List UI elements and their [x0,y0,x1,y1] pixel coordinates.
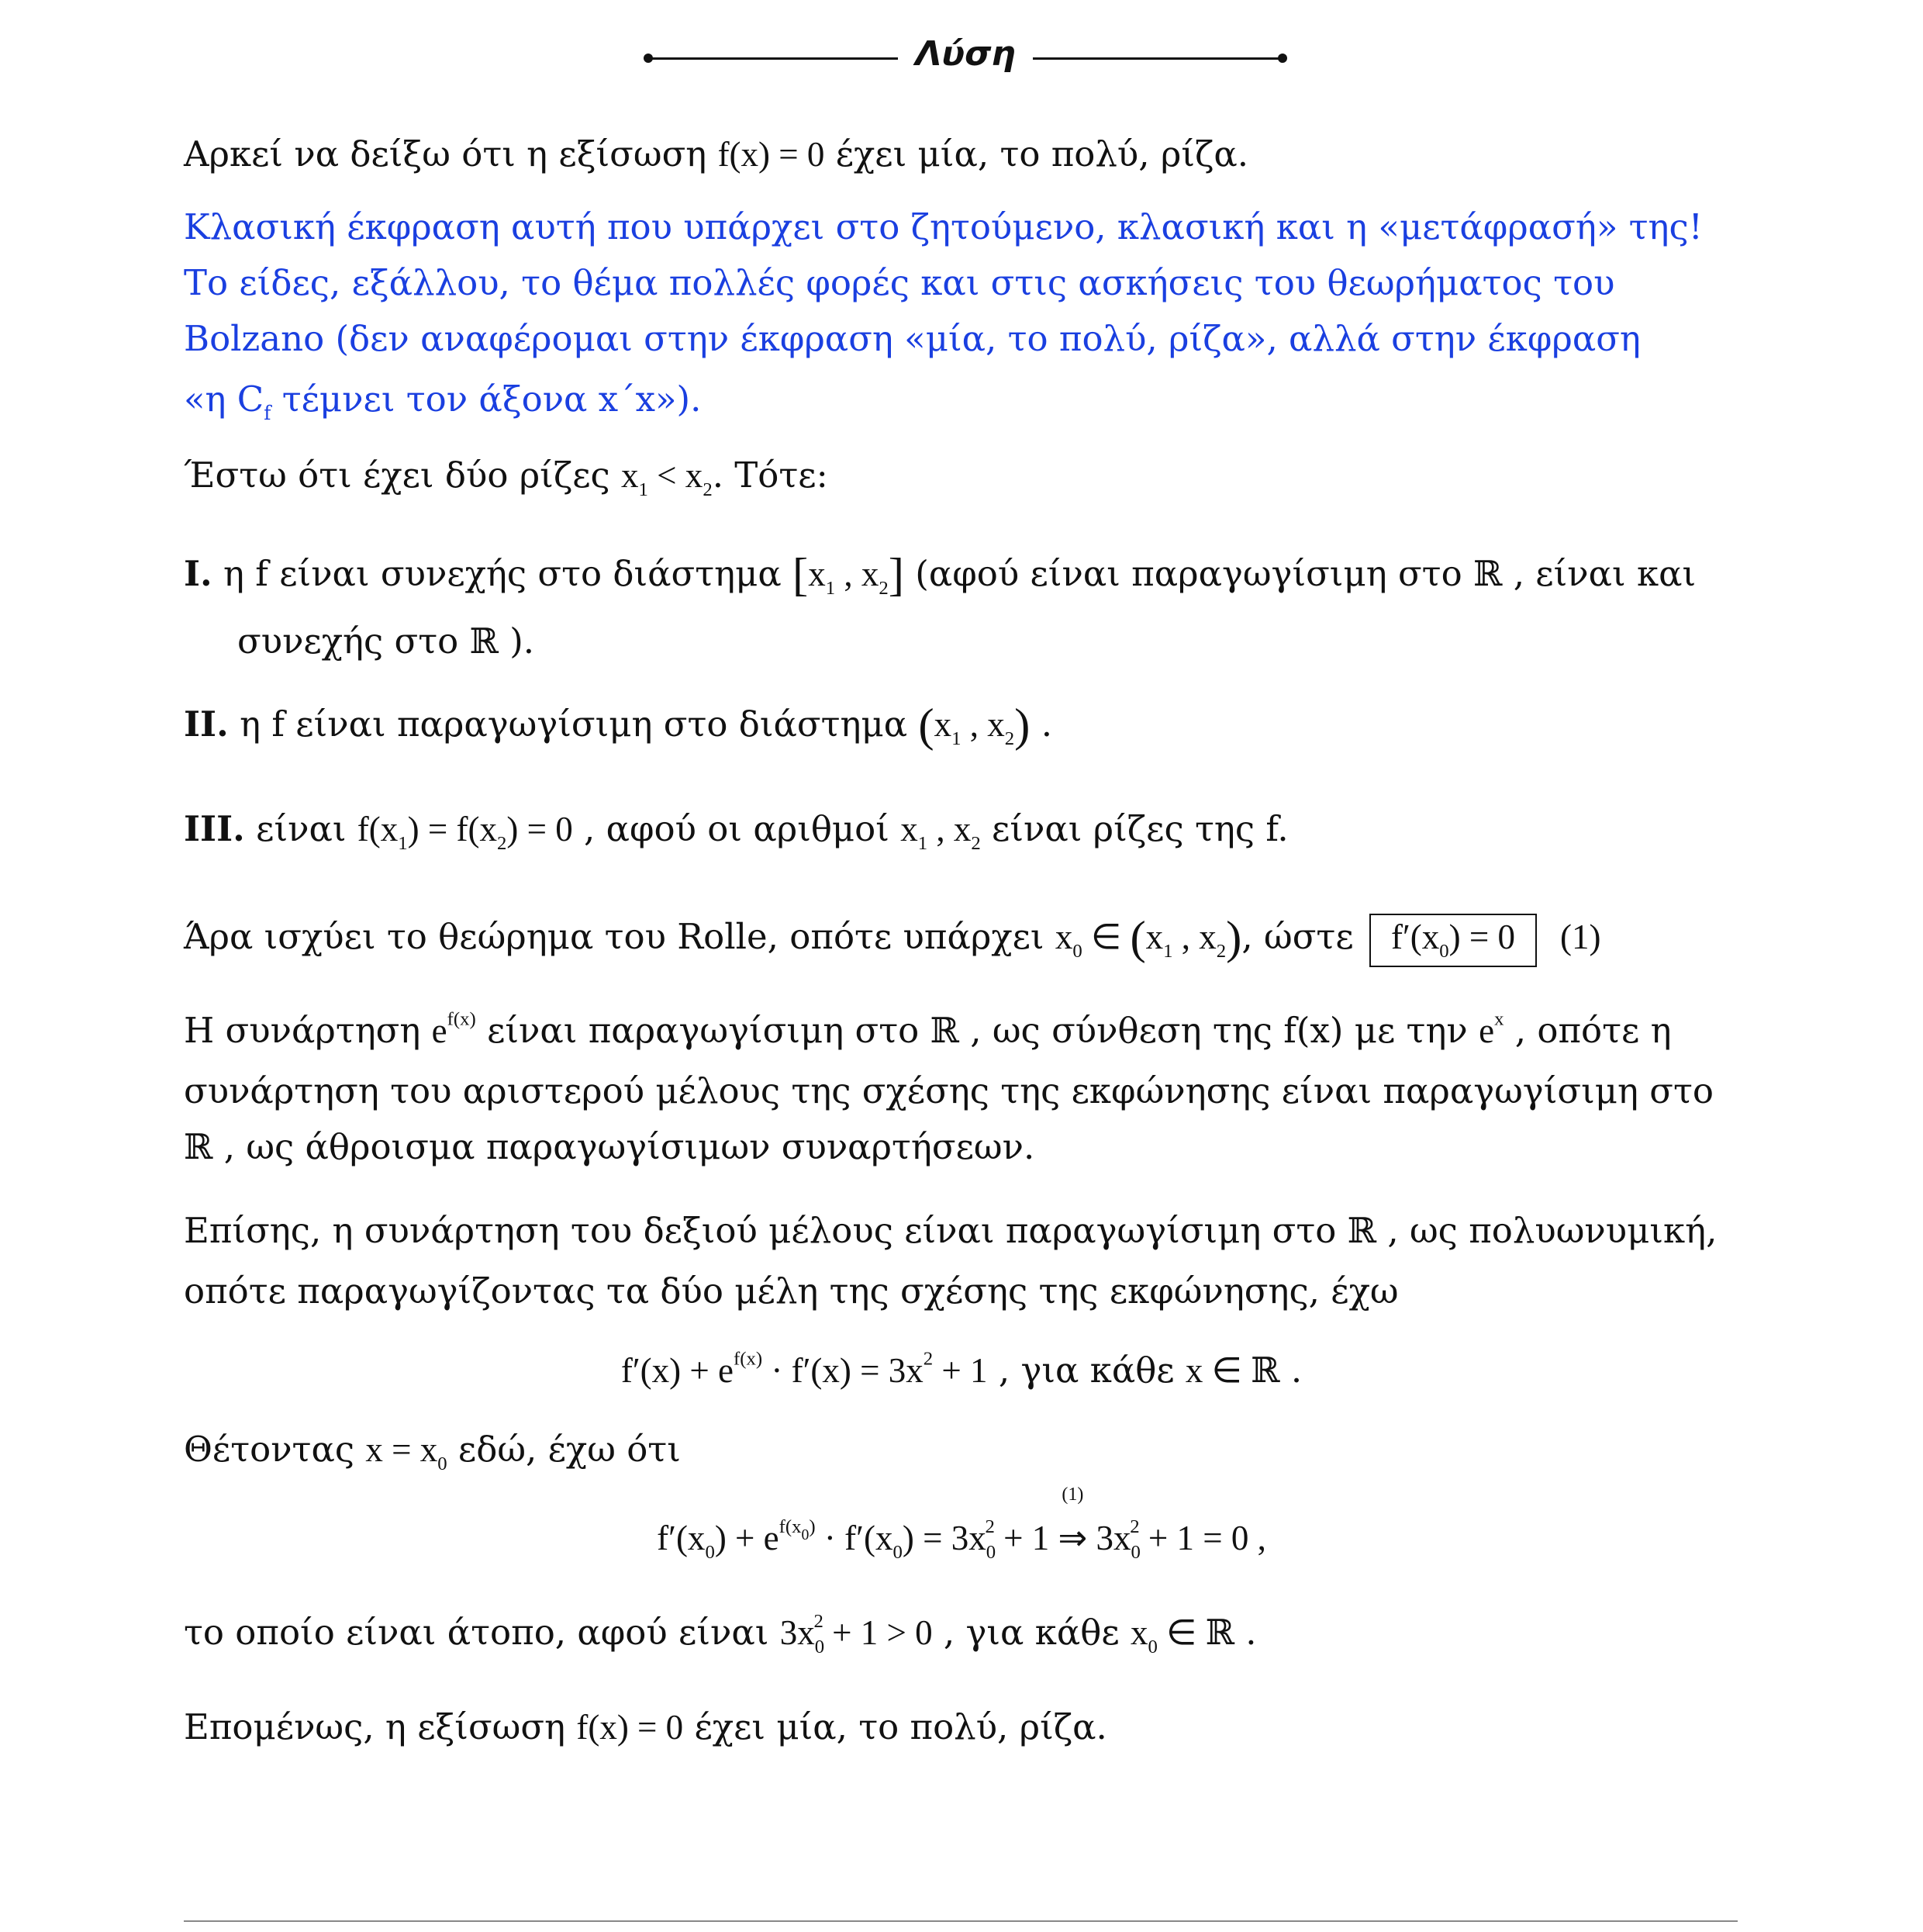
polynomial-text: Επίσης, η συνάρτηση του δεξιού μέλους είναι παραγωγίσιμη στο [184,1210,1348,1251]
substituted-equation-math: $f'(x_0) + e^{f(x_0)} \cdot f'(x_0) = 3x_0^2 + 1$ (1) ⇒ $3x_0^2 + 1 = 0$ , [657,1484,1266,1564]
reals-symbol: ℝ [1347,1210,1377,1251]
conclusion-line [184,1706,1107,1747]
exp-f-term: $e^{f(x)}$ [431,1008,476,1050]
contradiction-line: το οποίο είναι άτοπο, αφού είναι $3x_0^2 + 1 > 0$ , για κάθε $x_0$ ∈ ℝ . [184,1610,1257,1658]
polynomial-line-1 [184,1210,1718,1251]
x0-in-reals: $x_0$ ∈ [1130,1613,1206,1658]
roots-inequality: $x_1 < x_2$ [621,456,713,501]
equal-values-equation: $f(x_1) = f(x_2) = 0$ [357,810,573,855]
assumption-text: Έστω ότι έχει δύο ρίζες [184,454,622,496]
composition-line-3 [184,1126,1035,1167]
closed-interval: [$x_1$ , $x_2$] [792,549,904,601]
rolle-line [184,914,1601,967]
conclusion-equation: f(x) = 0 [576,1708,684,1747]
derivative-equation-text: , για κάθε [987,1350,1186,1391]
comment-line-2: Το είδες, εξάλλου, το θέμα πολλές φορές και στις ασκήσεις του θεωρήματος του [184,262,1615,303]
x-equals-x0: $x = x_0$ [365,1430,447,1475]
item-1-continued [237,620,535,662]
header-rule-left [648,57,898,60]
comment-text: «η C [184,378,264,420]
composition-mid-2: , ως σύνθεση της f(x) με την [958,1010,1479,1051]
substitution-text: Θέτοντας [184,1429,366,1470]
item-1-text-2: (αφού είναι παραγωγίσιμη στο [904,552,1473,594]
equation-tag-1: (1) [1560,918,1601,956]
substituted-equation [0,1484,1923,1564]
contradiction-mid: , για κάθε [932,1612,1131,1653]
header-title: Λύση [915,34,1016,74]
composition-text: Η συνάρτηση [184,1010,432,1051]
footer-rule [184,1920,1738,1922]
exp-x-term: $e^x$ [1479,1008,1504,1050]
polynomial-line-2: οπότε παραγωγίζοντας τα δύο μέλη της σχέσης της εκφώνησης, έχω [184,1270,1399,1312]
item-1-number: I. [184,552,212,594]
item-2-end: . [1030,703,1052,745]
comment-text-end: τέμνει τον άξονα x΄x»). [271,378,702,420]
derivative-equation: $f'(x) + e^{f(x)} \cdot f'(x) = 3x^2 + 1$ , για κάθε x ∈ ℝ . [620,1348,1303,1391]
item-1-cont-text: συνεχής στο [237,620,470,662]
reals-symbol: ℝ [1472,552,1503,594]
header-rule-right [1033,57,1283,60]
rolle-mid: , ώστε [1241,916,1365,957]
implies-label: (1) [1062,1484,1084,1505]
x0-in-interval: $x_0$ ∈ ($x_1$ , $x_2$) [1055,912,1242,965]
header-dot-right [1278,54,1287,63]
solution-header [0,34,1923,81]
item-3-text: είναι [244,808,357,849]
implies-arrow: (1) ⇒ [1058,1484,1088,1557]
polynomial-text-end: , ως πολυωνυμική, [1376,1210,1718,1251]
reals-symbol: ℝ [930,1010,959,1051]
rolle-text: Άρα ισχύει το θεώρημα του Rolle, οπότε υπάρχει [184,916,1055,957]
intro-line [184,133,1249,175]
reals-symbol: ℝ [1251,1350,1280,1391]
item-3-number: III. [184,808,245,849]
boxed-derivative-equation: $f'(x_0) = 0$ [1369,914,1537,967]
composition-end: , οπότε η [1504,1010,1672,1051]
comment-line-3: Bolzano (δεν αναφέρομαι στην έκφραση «μία, το πολύ, ρίζα», αλλά στην έκφραση [184,318,1641,359]
substitution-text-end: εδώ, έχω ότι [447,1429,681,1470]
composition-mid: είναι παραγωγίσιμη στο [475,1010,930,1051]
intro-text: Αρκεί να δείξω ότι η εξίσωση [184,133,718,175]
conclusion-text-end: έχει μία, το πολύ, ρίζα. [683,1706,1107,1747]
item-2 [184,700,1052,752]
intro-text-end: έχει μία, το πολύ, ρίζα. [824,133,1249,175]
item-3 [184,808,1289,855]
x-in-reals: x ∈ [1185,1351,1252,1390]
item-1-cont-end: ). [498,620,535,662]
composition-line-1 [184,1008,1672,1051]
intro-equation: f(x) = 0 [717,135,825,174]
item-1 [184,549,1697,601]
reals-symbol: ℝ [1205,1612,1234,1653]
item-2-number: II. [184,703,229,745]
reals-symbol: ℝ [184,1126,213,1167]
item-1-text-3: , είναι και [1502,552,1697,594]
item-1-text: η f είναι συνεχής στο διάστημα [212,552,793,594]
derivative-equation-math: $f'(x) + e^{f(x)} \cdot f'(x) = 3x^2 + 1$ [620,1348,988,1390]
composition-line-2: συνάρτηση του αριστερού μέλους της σχέσης της εκφώνησης είναι παραγωγίσιμη στο [184,1070,1714,1111]
reals-symbol: ℝ [469,620,499,662]
comment-subscript: f [264,402,271,425]
item-3-end: είναι ρίζες της f. [980,808,1289,849]
comment-line-4 [184,378,702,425]
roots-pair: $x_1$ , $x_2$ [900,810,981,855]
assumption-line [184,454,828,501]
comment-line-1: Κλασική έκφραση αυτή που υπάρχει στο ζητούμενο, κλασική και η «μετάφρασή» της! [184,206,1703,247]
positive-inequality: $3x_0^2 + 1 > 0$ [779,1610,933,1658]
item-3-mid: , αφού οι αριθμοί [572,808,901,849]
contradiction-text: το οποίο είναι άτοπο, αφού είναι [184,1612,780,1653]
composition-line-3-text: , ως άθροισμα παραγωγίσιμων συναρτήσεων. [212,1126,1035,1167]
item-2-text: η f είναι παραγωγίσιμη στο διάστημα [228,703,919,745]
substitution-line [184,1429,681,1475]
assumption-text-end: . Τότε: [712,454,828,496]
open-interval: ($x_1$ , $x_2$) [918,700,1031,752]
conclusion-text: Επομένως, η εξίσωση [184,1706,577,1747]
